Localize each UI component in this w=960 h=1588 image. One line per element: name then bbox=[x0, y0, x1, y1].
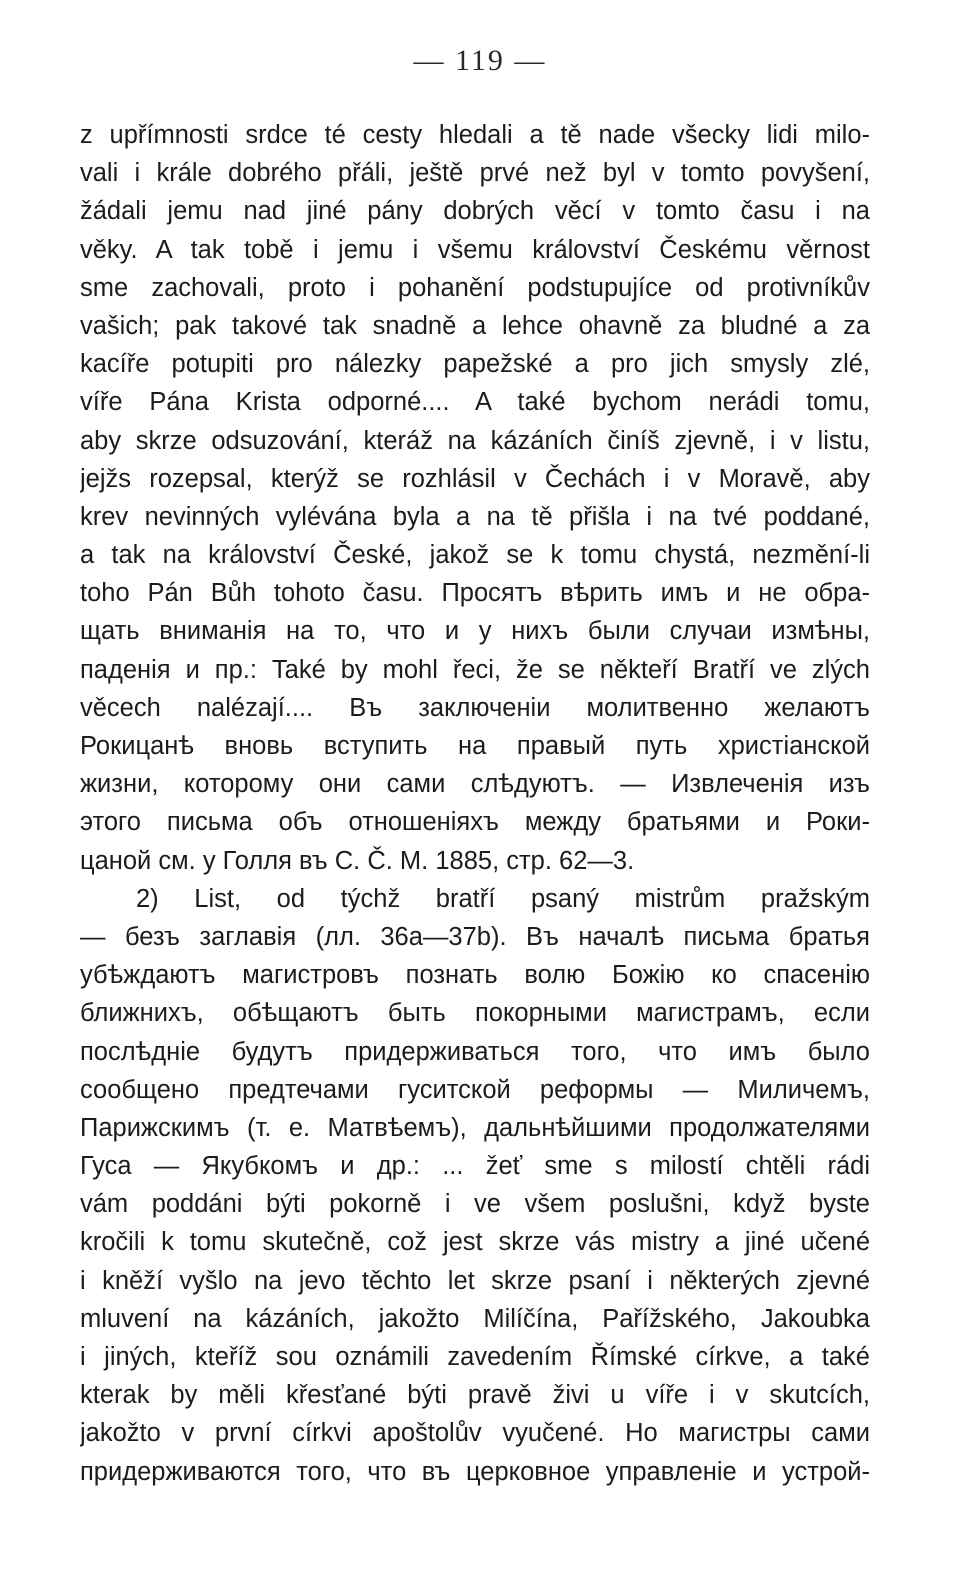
text-line: Гуса — Якубкомъ и др.: ... žeť sme s milostí chtěli rádi bbox=[80, 1152, 870, 1181]
text-line: jakožto v první církvi apoštolův vyučené. Но магистры сами bbox=[80, 1419, 870, 1448]
text-line: aby skrze odsuzování, kteráž na kázáních činíš zjevně, i v listu, bbox=[80, 426, 870, 455]
text-line: z upřímnosti srdce té cesty hledali a tě nade všecky lidi milo- bbox=[80, 121, 870, 149]
page-number: — 119 — bbox=[413, 44, 547, 77]
text-line: žádali jemu nad jiné pány dobrých věcí v tomto času i na bbox=[80, 197, 870, 226]
text-line: vašich; pak takové tak snadně a lehce ohavně za bludné a za bbox=[80, 311, 870, 340]
text-line: убѣждаютъ магистровъ познать волю Божію ко спасенію bbox=[80, 961, 870, 990]
text-line: vali i krále dobrého přáli, ještě prvé než byl v tomto povyšení, bbox=[80, 159, 870, 188]
text-line: щать вниманія на то, что и у нихъ были случаи измѣны, bbox=[80, 617, 870, 646]
text-line: kacíře potupiti pro nálezky papežské a pro jich smysly zlé, bbox=[80, 350, 870, 379]
text-line: toho Pán Bůh tohoto času. Просятъ вѣрить имъ и не обра- bbox=[80, 579, 870, 608]
text-line: сообщено предтечами гуситской реформы — Миличемъ, bbox=[80, 1075, 870, 1104]
text-line: этого письма объ отношеніяхъ между братьями и Роки- bbox=[80, 808, 870, 837]
text-line: věky. A tak tobě i jemu i všemu království Českému věrnost bbox=[80, 235, 870, 264]
text-line: паденія и пр.: Také by mohl řeci, že se někteří Bratří ve zlých bbox=[80, 655, 870, 684]
text-line: víře Pána Krista odporné.... A také bychom nerádi tomu, bbox=[80, 388, 870, 417]
text-line: vám poddáni býti pokorně i ve všem poslušni, když byste bbox=[80, 1190, 870, 1219]
text-line: Парижскимъ (т. е. Матвѣемъ), дальнѣйшими продолжателями bbox=[80, 1113, 870, 1142]
text-line: mluvení na kázáních, jakožto Milíčína, Pařížského, Jakoubka bbox=[80, 1304, 870, 1333]
text-line: jejžs rozepsal, kterýž se rozhlásil v Čechách i v Moravě, aby bbox=[80, 464, 870, 493]
text-line: — безъ заглавія (лл. 36a—37b). Въ началѣ письма братья bbox=[80, 922, 870, 951]
text-line: придерживаются того, что въ церковное управленіе и устрой- bbox=[80, 1457, 870, 1486]
text-line: věcech nalézají.... Въ заключеніи молитвенно желаютъ bbox=[80, 693, 870, 722]
paragraph-end-line: цаной см. у Голля въ С. Č. M. 1885, стр. 62—3. bbox=[80, 846, 635, 875]
paragraph-start-line: 2) List, od týchž bratří psaný mistrům pražským bbox=[136, 884, 870, 913]
text-line: a tak na království České, jakož se k tomu chystá, nezmění-li bbox=[80, 541, 870, 570]
text-line: kterak by měli křesťané býti pravě živi u víře i v skutcích, bbox=[80, 1381, 870, 1410]
text-line: ближнихъ, обѣщаютъ быть покорными магистрамъ, если bbox=[80, 999, 870, 1028]
text-line: Рокицанѣ вновь вступить на правый путь христіанской bbox=[80, 732, 870, 760]
text-line: krev nevinných vylévána byla a na tě přišla i na tvé poddané, bbox=[80, 502, 870, 531]
text-line: жизни, которому они сами слѣдуютъ. — Извлеченія изъ bbox=[80, 770, 870, 799]
text-line: i kněží vyšlo na jevo těchto let skrze psaní i některých zjevné bbox=[80, 1266, 870, 1295]
text-line: kročili k tomu skutečně, což jest skrze vás mistry a jiné učené bbox=[80, 1228, 870, 1257]
text-body bbox=[80, 116, 870, 1491]
text-line: sme zachovali, proto i pohanění podstupujíce od protivníkův bbox=[80, 273, 870, 302]
text-line: послѣдніе будутъ придерживаться того, что имъ было bbox=[80, 1037, 870, 1066]
text-line: i jiných, kteříž sou oznámili zavedením Římské církve, a také bbox=[80, 1343, 870, 1371]
